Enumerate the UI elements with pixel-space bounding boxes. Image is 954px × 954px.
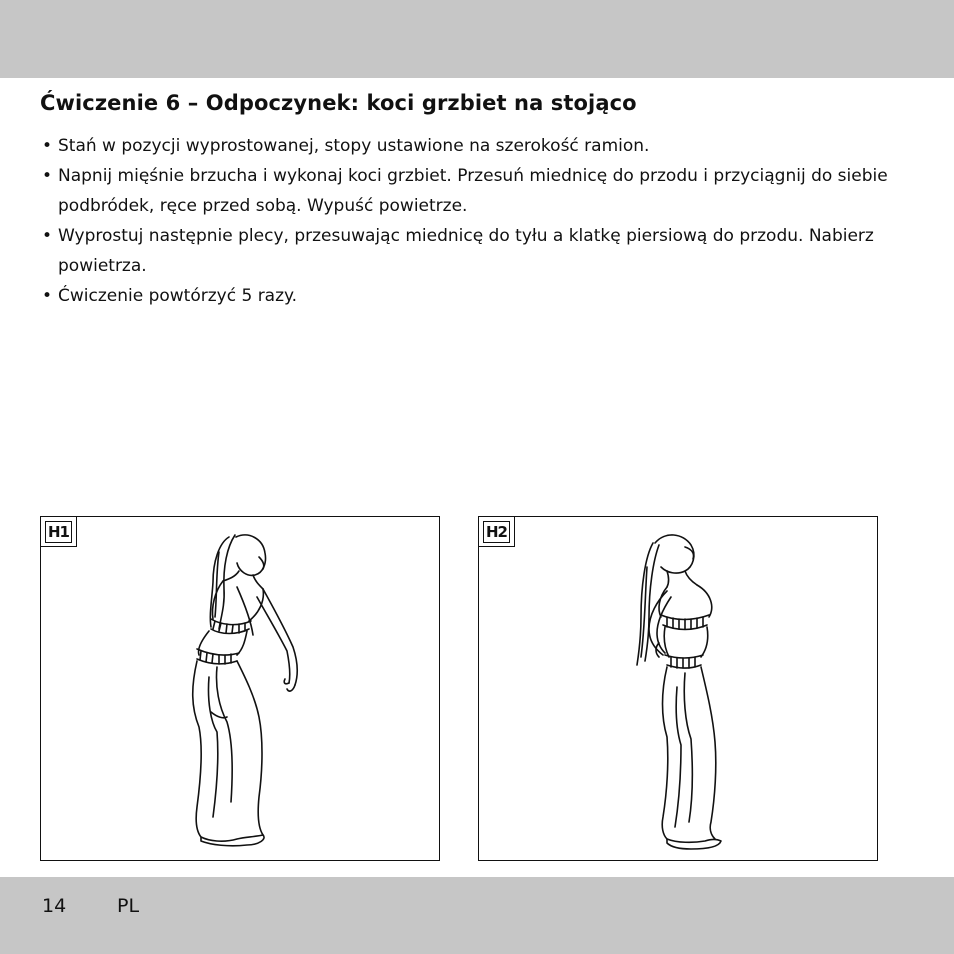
figure-h2 (478, 516, 878, 861)
exercise-title: Ćwiczenie 6 – Odpoczynek: koci grzbiet na stojąco (40, 91, 637, 115)
instruction-text: Ćwiczenie powtórzyć 5 razy. (58, 286, 298, 306)
instruction-text: Wyprostuj następnie plecy, przesuwając miednicę do tyłu a klatkę piersiową do przodu. Nabierz powietrza. (58, 226, 874, 276)
language-code: PL (117, 895, 140, 917)
page-number: 14 (42, 895, 67, 917)
figure-label: H1 (41, 517, 77, 547)
instruction-item (40, 131, 900, 161)
instruction-item (40, 221, 900, 281)
figure-label: H2 (479, 517, 515, 547)
bullet-icon: • (42, 286, 53, 306)
footer-band (0, 877, 954, 954)
bullet-icon: • (42, 166, 53, 186)
instruction-item (40, 281, 900, 311)
instruction-text: Napnij mięśnie brzucha i wykonaj koci grzbiet. Przesuń miednicę do przodu i przyciągnij do siebie podbródek, ręce przed sobą. Wypuść powietrze. (58, 166, 888, 216)
cat-back-illustration (41, 517, 441, 862)
instruction-item (40, 161, 900, 221)
header-band (0, 0, 954, 78)
bullet-icon: • (42, 136, 53, 156)
straight-back-illustration (479, 517, 879, 862)
instruction-text: Stań w pozycji wyprostowanej, stopy ustawione na szerokość ramion. (58, 136, 650, 156)
instruction-list (40, 131, 900, 311)
figure-h1 (40, 516, 440, 861)
bullet-icon: • (42, 226, 53, 246)
